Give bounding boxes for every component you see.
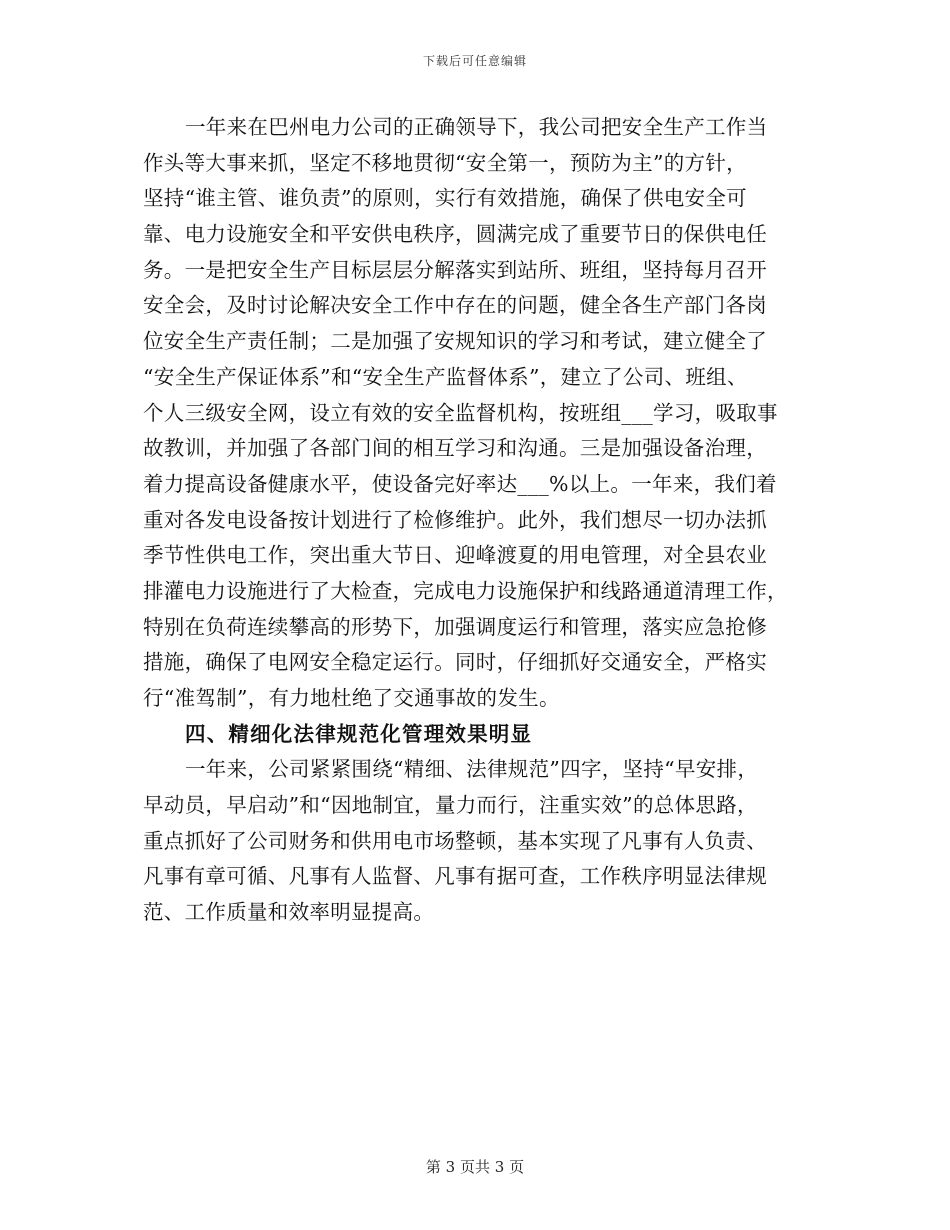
paragraph-line: 靠、电力设施安全和平安供电秩序，圆满完成了重要节日的保供电任 xyxy=(143,222,767,247)
paragraph-line: 重点抓好了公司财务和供用电市场整顿，基本实现了凡事有人负责、 xyxy=(143,828,767,853)
paragraph-line: 务。一是把安全生产目标层层分解落实到站所、班组，坚持每月召开 xyxy=(143,257,767,282)
paragraph-line: “安全生产保证体系”和“安全生产监督体系”，建立了公司、班组、 xyxy=(143,364,748,389)
paragraph-line: 作头等大事来抓，坚定不移地贯彻“安全第一，预防为主”的方针， xyxy=(143,150,747,175)
paragraph-line: 故教训，并加强了各部门间的相互学习和沟通。三是加强设备治理， xyxy=(143,436,767,461)
page-footer: 第 3 页共 3 页 xyxy=(425,1158,525,1176)
paragraph-line: 排灌电力设施进行了大检查，完成电力设施保护和线路通道清理工作， xyxy=(143,578,788,603)
section-heading: 四、精细化法律规范化管理效果明显 xyxy=(185,721,533,746)
paragraph-line: 措施，确保了电网安全稳定运行。同时，仔细抓好交通安全，严格实 xyxy=(143,650,767,675)
paragraph-line: 早动员，早启动”和“因地制宜，量力而行，注重实效”的总体思路， xyxy=(143,793,758,818)
paragraph-line: 着力提高设备健康水平，使设备完好率达___%以上。一年来，我们着 xyxy=(143,471,777,496)
paragraph-line: 范、工作质量和效率明显提高。 xyxy=(143,900,435,925)
paragraph-line: 安全会，及时讨论解决安全工作中存在的问题，健全各生产部门各岗 xyxy=(143,293,767,318)
document-body xyxy=(143,110,810,931)
paragraph-line: 季节性供电工作，突出重大节日、迎峰渡夏的用电管理，对全县农业 xyxy=(143,543,767,568)
paragraph-line: 一年来在巴州电力公司的正确领导下，我公司把安全生产工作当 xyxy=(185,115,768,139)
paragraph-line: 一年来，公司紧紧围绕“精细、法律规范”四字，坚持“早安排， xyxy=(185,757,759,782)
paragraph-line: 行“准驾制”，有力地杜绝了交通事故的发生。 xyxy=(143,686,560,710)
paragraph-line: 坚持“谁主管、谁负责”的原则，实行有效措施，确保了供电安全可 xyxy=(143,186,747,211)
paragraph-line: 特别在负荷连续攀高的形势下，加强调度运行和管理，落实应急抢修 xyxy=(143,614,767,639)
paragraph-line: 个人三级安全网，设立有效的安全监督机构，按班组___学习，吸取事 xyxy=(143,400,778,425)
paragraph-line: 位安全生产责任制；二是加强了安规知识的学习和考试，建立健全了 xyxy=(143,329,767,354)
paragraph-line: 重对各发电设备按计划进行了检修维护。此外，我们想尽一切办法抓 xyxy=(143,507,767,532)
paragraph-line: 凡事有章可循、凡事有人监督、凡事有据可查，工作秩序明显法律规 xyxy=(143,864,767,889)
page-header: 下载后可任意编辑 xyxy=(422,54,527,68)
